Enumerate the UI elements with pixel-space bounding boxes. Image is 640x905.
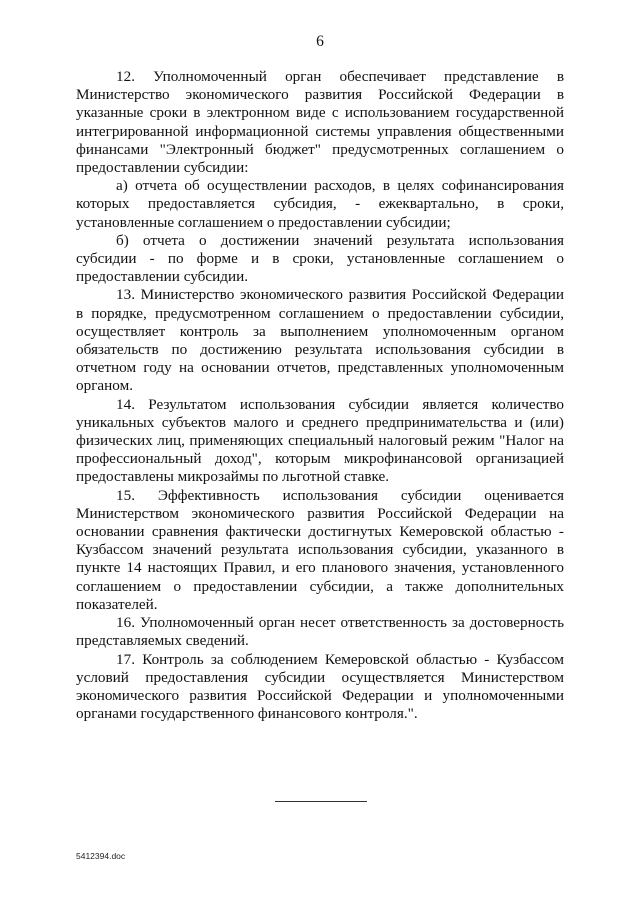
paragraph-12-b: б) отчета о достижении значений результата использования субсидии - по форме и в сроки, установленные соглашением о предоставлении субсидии. [76, 231, 564, 286]
paragraph-12-a: а) отчета об осуществлении расходов, в целях софинансирования которых предоставляется субсидия, - ежеквартально, в сроки, установленные соглашением о предоставлении субсидии; [76, 177, 564, 231]
paragraph-16: 16. Уполномоченный орган несет ответственность за достоверность представляемых сведений. [76, 614, 564, 650]
paragraph-13: 13. Министерство экономического развития Российской Федерации в порядке, предусмотренном соглашением о предоставлении субсидии, осуществляет контроль за выполнением уполномоченным органом обязательств по достижению результата использования субсидии в отчетном году на основании отчетов, представленных уполномоченным органом. [76, 286, 564, 395]
end-divider [275, 801, 367, 802]
page-number: 6 [316, 33, 324, 50]
paragraph-17: 17. Контроль за соблюдением Кемеровской областью - Кузбассом условий предоставления субсидии осуществляется Министерством экономического развития Российской Федерации и уполномоченными органами государственного финансового контроля.". [76, 650, 564, 723]
paragraph-15: 15. Эффективность использования субсидии оценивается Министерством экономического развития Российской Федерации на основании сравнения фактически достигнутых Кемеровской областью - Кузбассом значений результата использования субсидии, указанного в пункте 14 настоящих Правил, и его планового значения, установленного соглашением о предоставлении субсидии, а также дополнительных показателей. [76, 486, 564, 613]
document-body [76, 68, 564, 723]
footer-file-name: 5412394.doc [76, 851, 126, 861]
paragraph-14: 14. Результатом использования субсидии является количество уникальных субъектов малого и среднего предпринимательства и (или) физических лиц, применяющих специальный налоговый режим "Налог на профессиональный доход", которым микрофинансовой организацией предоставлены микрозаймы по льготной ставке. [76, 395, 564, 486]
paragraph-12: 12. Уполномоченный орган обеспечивает представление в Министерство экономического развития Российской Федерации в указанные сроки в электронном виде с использованием государственной интегрированной информационной системы управления общественными финансами "Электронный бюджет" предусмотренных соглашением о предоставлении субсидии: [76, 68, 564, 177]
